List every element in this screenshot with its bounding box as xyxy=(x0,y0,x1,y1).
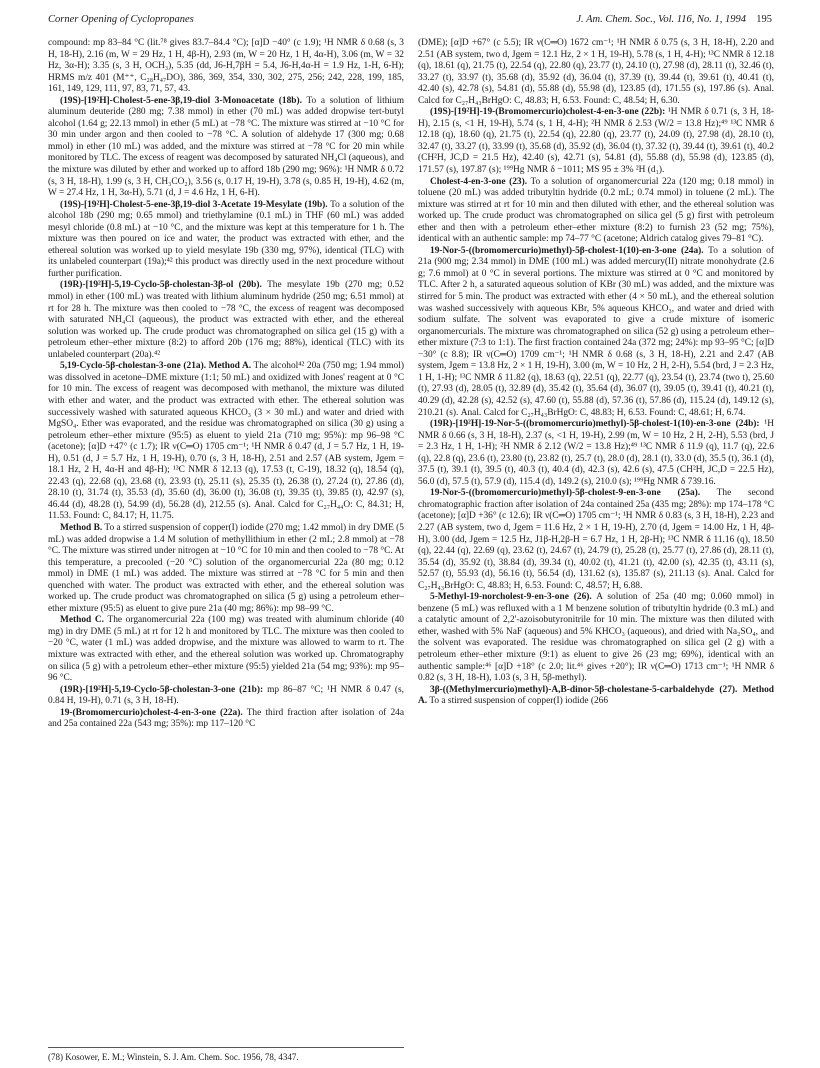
right-column xyxy=(418,38,774,708)
paragraph-heading: 19-Nor-5-((bromomercurio)methyl)-5β-cholest-9-en-3-one (25a). xyxy=(430,488,701,499)
paragraph-heading: 3β-((Methylmercurio)methyl)-A,B-dinor-5β-cholestane-5-carbaldehyde (27). Method A. xyxy=(418,684,774,707)
paragraph-heading: (19R)-[19²H]-5,19-Cyclo-5β-cholestan-3β-ol (20b). xyxy=(60,280,262,291)
paragraph-body: To a stirred suspension of copper(I) iodide (270 mg; 1.42 mmol) in dry DME (5 mL) was added dropwise a 1.4 M solution of methyllithium in ether (2 mL; 2.8 mmol) at −78 °C. The mixture was stirred under nitrogen at −10 °C for 10 min and then cooled to −78 °C. At this temperature, a precooled (−20 °C) solution of the organomercurial 22a (80 mg; 0.12 mmol) in DME (1 mL) was added. The mixture was stirred at −78 °C for 5 min and then quenched with water. The product was extracted with ether, and the ethereal solution was worked up. The crude product was chromatographed on silica (5 g) using a petroleum ether–ether mixture (95:5) as eluent to give pure 21a (40 mg; 86%): mp 98–99 °C. xyxy=(48,522,404,614)
paragraph xyxy=(418,177,774,246)
paragraph-body: The mesylate 19b (270 mg; 0.52 mmol) in ether (100 mL) was treated with lithium aluminum hydride (250 mg; 6.51 mmol) at rt for 28 h. The mixture was then cooled to −78 °C, the excess of reagent was decomposed with saturated NH₄Cl (aqueous), the product was extracted with ether, and the ethereal solution was worked up. The crude product was chromatographed on silica gel (15 g) with a petroleum ether–ether mixture (8:2) to afford 20b (176 mg; 88%), identical (TLC) with its unlabeled counterpart (20a).⁴² xyxy=(48,280,404,360)
paragraph-body: A solution of 25a (40 mg; 0.060 mmol) in benzene (5 mL) was refluxed with a 1 M benzene solution of tributyltin hydride (0.3 mL) and a catalytic amount of 2,2'-azoisobutyronitrile for 10 min. The mixture was then diluted with ether, washed with 5% NaF (aqueous) and 5% KHCO₃ (aqueous), and dried with Na₂SO₄, and the solvent was evaporated. The residue was chromatographed on silica gel (2 g) with a petroleum ether–ether mixture (9:1) as eluent to give 26 (23 mg; 69%), identical with an authentic sample:⁴⁶ [α]D +18° (c 2.0; lit.⁴⁶ gives +20°); IR ν(C═O) 1713 cm⁻¹; ¹H NMR δ 0.82 (s, 3 H, 18-H), 1.03 (s, 3 H, 5β-methyl). xyxy=(418,592,775,684)
paragraph-heading: 5-Methyl-19-norcholest-9-en-3-one (26). xyxy=(430,592,592,603)
paragraph xyxy=(418,488,774,592)
paragraph-body: compound: mp 83–84 °C (lit.⁷⁸ gives 83.7–84.4 °C); [α]D −40° (c 1.9); ¹H NMR δ 0.68 (s, 3 H, 18-H), 2.16 (m, W = 29 Hz, 1 H, 4β-H), 2.93 (m, W = 20 Hz, 1 H, 4α-H), 3.06 (m, W = 32 Hz, 3α-H); 3.35 (s, 3 H, OCH₃), 5.35 (dd, J6-H,7βH = 5.4, J6-H,4α-H = 1.9 Hz, 1-H, 6-H); HRMS m/z 401 (M⁺⁺, C₂₈H₄₇DO), 386, 369, 354, 330, 302, 275, 256; 242, 228, 199, 185, 161, 149, 129, 111, 97, 83, 71, 57, 43. xyxy=(48,38,404,95)
paragraph xyxy=(48,361,404,523)
paragraph xyxy=(48,280,404,361)
paragraph-heading: Cholest-4-en-3-one (23). xyxy=(430,176,528,187)
paragraph-body: To a stirred suspension of copper(I) iodide (266 xyxy=(429,696,609,707)
paragraph-body: To a solution of 21a (900 mg; 2.34 mmol) in DME (100 mL) was added mercury(II) nitrate monohydrate (2.6 g; 7.6 mmol) at 0 °C in several portions. The mixture was stirred at 0 °C and monitored by TLC. After 2 h, a saturated aqueous solution of KBr (30 mL) was added, and the mixture was stirred for 5 min. The product was extracted with ether (4 × 50 mL), and the ethereal solution was washed successively with aqueous KBr, 5% aqueous KHCO₃, and water and dried with sodium sulfate. The solvent was evaporated to give a crude mixture of isomeric organomercurials. The mixture was chromatographed on silica (52 g) using a petroleum ether–ether mixture (7:3 to 1:1). The first fraction contained 24a (372 mg; 24%): mp 93–95 °C; [α]D −30° (c 8.8); IR ν(C═O) 1709 cm⁻¹; ¹H NMR δ 0.68 (s, 3 H, 18-H), 2.21 and 2.47 (AB system, Jgem = 13.8 Hz, 2 × 1 H, 19-H), 3.00 (m, W = 10 Hz, 2 H, 2-H), 5.54 (brd, J = 2.3 Hz, 1 H, 1-H); ¹³C NMR δ 11.82 (q), 18.63 (q), 22.51 (q), 22.77 (q), 23.54 (t), 23.74 (two t), 25.60 (t), 27.93 (d), 28.05 (t), 32.89 (d), 35.42 (t), 35.64 (d), 36.07 (t), 39.05 (t), 39.41 (t), 40.21 (t), 40.29 (d), 42.28 (s), 42.52 (s), 47.60 (t), 55.88 (d), 57.36 (t), 57.86 (d), 115.24 (d), 149.12 (s), 210.21 (s). Anal. Calcd for C₂₇H₄₃BrHgO: C, 48.83; H, 6.53. Found: C, 48.61; H, 6.74. xyxy=(418,245,774,418)
paragraph xyxy=(48,200,404,281)
paragraph xyxy=(418,246,774,419)
paragraph xyxy=(418,107,774,176)
paragraph xyxy=(48,708,404,731)
paragraph-heading: Method C. xyxy=(60,615,104,626)
paragraph-body: The organomercurial 22a (100 mg) was treated with aluminum chloride (40 mg) in dry DME (5 mL) at rt for 12 h and monitored by TLC. The mixture was then cooled to −20 °C, water (1 mL) was added dropwise, and the mixture was allowed to warm to rt. The mixture was extracted with ether, and the ethereal solution was worked up. Chromatography on silica (5 g) with a petroleum ether–ether mixture (95:5) yielded 21a (54 mg; 93%): mp 95–96 °C. xyxy=(48,615,404,684)
paragraph-body: The second chromatographic fraction after isolation of 24a contained 25a (435 mg; 28%): mp 174–178 °C (acetone); [α]D +36° (c 12.6); IR ν(C═O) 1705 cm⁻¹; ¹H NMR δ 0.83 (s, 3 H, 18-H), 2.23 and 2.27 (AB system, two d, Jgem = 11.6 Hz, 2 × 1 H, 19-H), 2.70 (d, Jgem = 14.00 Hz, 1 H, 4β-H), 3.00 (dd, Jgem = 12.5 Hz, J1β-H,2β-H = 6.7 Hz, 1 H, 2β-H); ¹³C NMR δ 11.16 (q), 18.50 (q), 22.44 (q), 22.69 (q), 23.62 (t), 24.67 (t), 24.79 (t), 25.28 (t), 25.77 (t), 27.86 (d), 28.11 (t), 35.54 (d), 35.92 (t), 38.84 (d), 39.34 (t), 40.02 (t), 41.21 (t), 42.00 (s), 42.35 (t), 43.11 (s), 52.57 (t), 55.93 (d), 56.16 (t), 56.54 (d), 131.62 (s), 135.87 (s), 211.13 (s). Anal. Calcd for C₂₇H₄₃BrHgO: C, 48.83; H, 6.53. Found: C, 48.57; H, 6.88. xyxy=(418,488,774,591)
paragraph-body: The alcohol⁴² 20a (750 mg; 1.94 mmol) was dissolved in acetone–DME mixture (1:1; 50 mL) and oxidized with Jones' reagent at 0 °C for 10 min. The excess of reagent was decomposed with methanol, the mixture was diluted with ether and water, and the product was extracted with ether. The ethereal solution was successively washed with saturated aqueous KHCO₃ (3 × 30 mL) and water and dried with MgSO₄. Ether was evaporated, and the residue was chromatographed on silica (30 g) using a petroleum ether–ether mixture (95:5) as eluent to yield 21a (710 mg; 95%): mp 96–98 °C (acetone); [α]D +47° (c 1.7); IR ν(C═O) 1705 cm⁻¹; ¹H NMR δ 0.47 (d, J = 5.7 Hz, 1 H, 19-H), 0.51 (d, J = 5.7 Hz, 1 H, 19-H), 0.70 (s, 3 H, 18-H), 2.51 and 2.57 (AB system, Jgem = 18.1 Hz, 2 H, 4α-H and 4β-H); ¹³C NMR δ 12.13 (q), 17.53 (t, C-19), 18.32 (q), 18.54 (q), 22.43 (q), 22.68 (q), 23.68 (t), 23.93 (t), 25.11 (s), 25.35 (t), 26.38 (t), 27.24 (t), 27.86 (d), 28.10 (t), 31.74 (t), 35.53 (d), 35.60 (d), 36.00 (t), 36.08 (t), 39.35 (t), 39.85 (t), 42.97 (s), 46.44 (d), 48.28 (t), 54.99 (d), 56.28 (d), 212.55 (s). Anal. Calcd for C₂₇H₄₄O: C, 84.31; H, 11.53. Found: C, 84.17; H, 11.75. xyxy=(48,361,404,522)
footnote: (78) Kosower, E. M.; Winstein, S. J. Am. Chem. Soc. 1956, 78, 4347. xyxy=(48,1047,404,1062)
paragraph-heading: (19R)-[19²H]-5,19-Cyclo-5β-cholestan-3-one (21b): xyxy=(60,684,264,695)
paragraph-body: ¹H NMR δ 0.66 (s, 3 H, 18-H), 2.37 (s, <1 H, 19-H), 2.99 (m, W = 10 Hz, 2 H, 2-H), 5.53 (brd, J = 2.3 Hz, 1 H, 1-H); ²H NMR δ 2.12 (W/2 = 13.8 Hz);⁴⁹ ¹³C NMR δ 11.9 (q), 11.7 (q), 22.6 (q), 22.8 (q), 23.6 (t), 23.80 (t), 23.82 (t), 25.7 (t), 28.0 (d), 28.1 (t), 33.0 (d), 35.5 (t), 36.1 (d), 37.5 (t), 39.1 (t), 39.5 (t), 40.3 (t), 40.4 (d), 42.3 (s), 42.6 (s), 47.5 (CH²H, JC,D = 22.5 Hz), 56.0 (d), 57.5 (t), 57.9 (d), 115.4 (d), 149.2 (s), 210.0 (s); ¹⁹⁹Hg NMR δ 739.16. xyxy=(418,419,774,487)
paragraph xyxy=(418,419,774,488)
paragraph xyxy=(418,685,774,708)
paragraph-heading: (19S)-[19²H]-19-(Bromomercurio)cholest-4-en-3-one (22b): xyxy=(430,107,666,118)
paragraph xyxy=(48,615,404,684)
paragraph xyxy=(48,96,404,200)
paragraph-heading: (19S)-[19²H]-Cholest-5-ene-3β,19-diol 3-Monoacetate (18b). xyxy=(60,95,302,106)
paragraph-body: mp 86–87 °C; ¹H NMR δ 0.47 (s, 0.84 H, 19-H), 0.71 (s, 3 H, 18-H). xyxy=(48,684,405,707)
paragraph-heading: (19R)-[19²H]-19-Nor-5-((bromomercurio)methyl)-5β-cholest-1(10)-en-3-one (24b): xyxy=(430,419,760,430)
left-column xyxy=(48,38,404,731)
paragraph xyxy=(418,38,774,107)
paragraph-body: To a solution of the alcohol 18b (290 mg; 0.65 mmol) and triethylamine (0.1 mL) in THF (60 mL) was added mesyl chloride (0.8 mL) at −10 °C, and the mixture was kept at this temperature for 1 h. The mixture was then poured on ice and water, the product was extracted with ether, and the ethereal solution was worked up to yield mesylate 19b (330 mg, 97%), identical (TLC) with its unlabeled counterpart (19a);⁴² this product was directly used in the next procedure without further purification. xyxy=(48,199,404,279)
header-journal: J. Am. Chem. Soc., Vol. 116, No. 1, 1994 xyxy=(576,14,746,25)
paragraph-body: To a solution of organomercurial 22a (120 mg; 0.18 mmol) in toluene (20 mL) was added tributyltin hydride (0.2 mL; 0.74 mmol) in toluene (2 mL). The mixture was stirred at rt for 10 min and then diluted with ether, and the ethereal solution was worked up. The crude product was chromatographed on silica gel (5 g) first with petroleum ether and then with a petroleum ether–ether mixture (8:2) to furnish 23 (52 mg; 75%), identical with an authentic sample: mp 74–77 °C (acetone; Aldrich catalog gives 79–81 °C). xyxy=(418,176,774,245)
running-header xyxy=(48,14,772,32)
paragraph xyxy=(48,523,404,615)
paragraph-heading: 19-(Bromomercurio)cholest-4-en-3-one (22a). xyxy=(60,707,243,718)
paragraph-body: (DME); [α]D +67° (c 5.5); IR ν(C═O) 1672 cm⁻¹; ¹H NMR δ 0.75 (s, 3 H, 18-H), 2.20 and 2.51 (AB system, two d, Jgem = 12.1 Hz, 2 × 1 H, 19-H), 5.78 (s, 1 H, 4-H); ¹³C NMR δ 12.18 (q), 18.61 (q), 21.75 (t), 22.54 (q), 22.80 (q), 23.77 (t), 24.10 (t), 27.98 (d), 28.11 (t), 32.46 (t), 33.27 (t), 33.97 (t), 35.68 (d), 35.92 (d), 36.04 (t), 37.39 (t), 39.44 (t), 39.61 (t), 40.41 (t), 42.40 (s), 42.78 (s), 54.81 (d), 55.88 (d), 55.98 (d), 123.85 (d), 171.55 (s), 197.86 (s). Anal. Calcd for C₂₇H₄₃BrHgO: C, 48.83; H, 6.53. Found: C, 48.54; H, 6.30. xyxy=(418,38,774,106)
paragraph xyxy=(48,685,404,708)
header-title: Corner Opening of Cyclopropanes xyxy=(48,14,194,25)
paragraph-body: To a solution of lithium aluminum deuteride (280 mg; 7.38 mmol) in ether (70 mL) was added dropwise tert-butyl alcohol (1.64 g; 22.13 mmol) in ether (5 mL) at −78 °C. The mixture was stirred at −10 °C for 30 min under argon and then cooled to −78 °C. A solution of aldehyde 17 (300 mg; 0.68 mmol) in ether (10 mL) was added, and the mixture was stirred at −78 °C for 20 min while monitored by TLC. The excess of reagent was decomposed by saturated NH₄Cl (aqueous), and the mixture was diluted by ether and worked up to afford 18b (290 mg; 96%): ¹H NMR δ 0.72 (s, 3 H, 18-H), 1.99 (s, 3 H, CH₃CO₂), 3.56 (s, 0.17 H, 19-H), 3.78 (s, 0.85 H, 19-H), 4.62 (m, W = 27.4 Hz, 1 H, 3α-H), 5.71 (d, J = 4.6 Hz, 1 H, 6-H). xyxy=(48,95,404,199)
paragraph-heading: Method B. xyxy=(60,522,103,533)
page-number: 195 xyxy=(756,14,772,25)
paragraph-heading: 19-Nor-5-((bromomercurio)methyl)-5β-cholest-1(10)-en-3-one (24a). xyxy=(430,245,704,256)
paragraph-heading: 5,19-Cyclo-5β-cholestan-3-one (21a). Method A. xyxy=(60,361,252,372)
paragraph-body: ¹H NMR δ 0.71 (s, 3 H, 18-H), 2.15 (s, <1 H, 19-H), 5.74 (s, 1 H, 4-H); ²H NMR δ 2.53 (W/2 = 13.8 Hz);⁴⁹ ¹³C NMR δ 12.18 (q), 18.60 (q), 21.75 (t), 22.54 (q), 22.80 (q), 23.77 (t), 24.09 (t), 27.98 (d), 28.10 (t), 32.47 (t), 33.27 (t), 33.99 (t), 35.68 (d), 35.92 (d), 36.04 (t), 37.32 (t), 39.44 (t), 39.61 (t), 40.2 (CH²H, JC,D = 21.5 Hz), 42.40 (s), 42.71 (s), 54.81 (d), 55.88 (d), 55.98 (d), 123.85 (d), 171.57 (s), 197.87 (s); ¹⁹⁹Hg NMR δ −1011; MS 95 ± 3% ²H (d₁). xyxy=(418,107,774,176)
paragraph-body: The third fraction after isolation of 24a and 25a contained 22a (543 mg; 35%): mp 117–120 °C xyxy=(48,707,404,730)
paragraph xyxy=(48,38,404,96)
paragraph xyxy=(418,592,774,684)
paragraph-heading: (19S)-[19²H]-Cholest-5-ene-3β,19-diol 3-Acetate 19-Mesylate (19b). xyxy=(60,199,328,210)
